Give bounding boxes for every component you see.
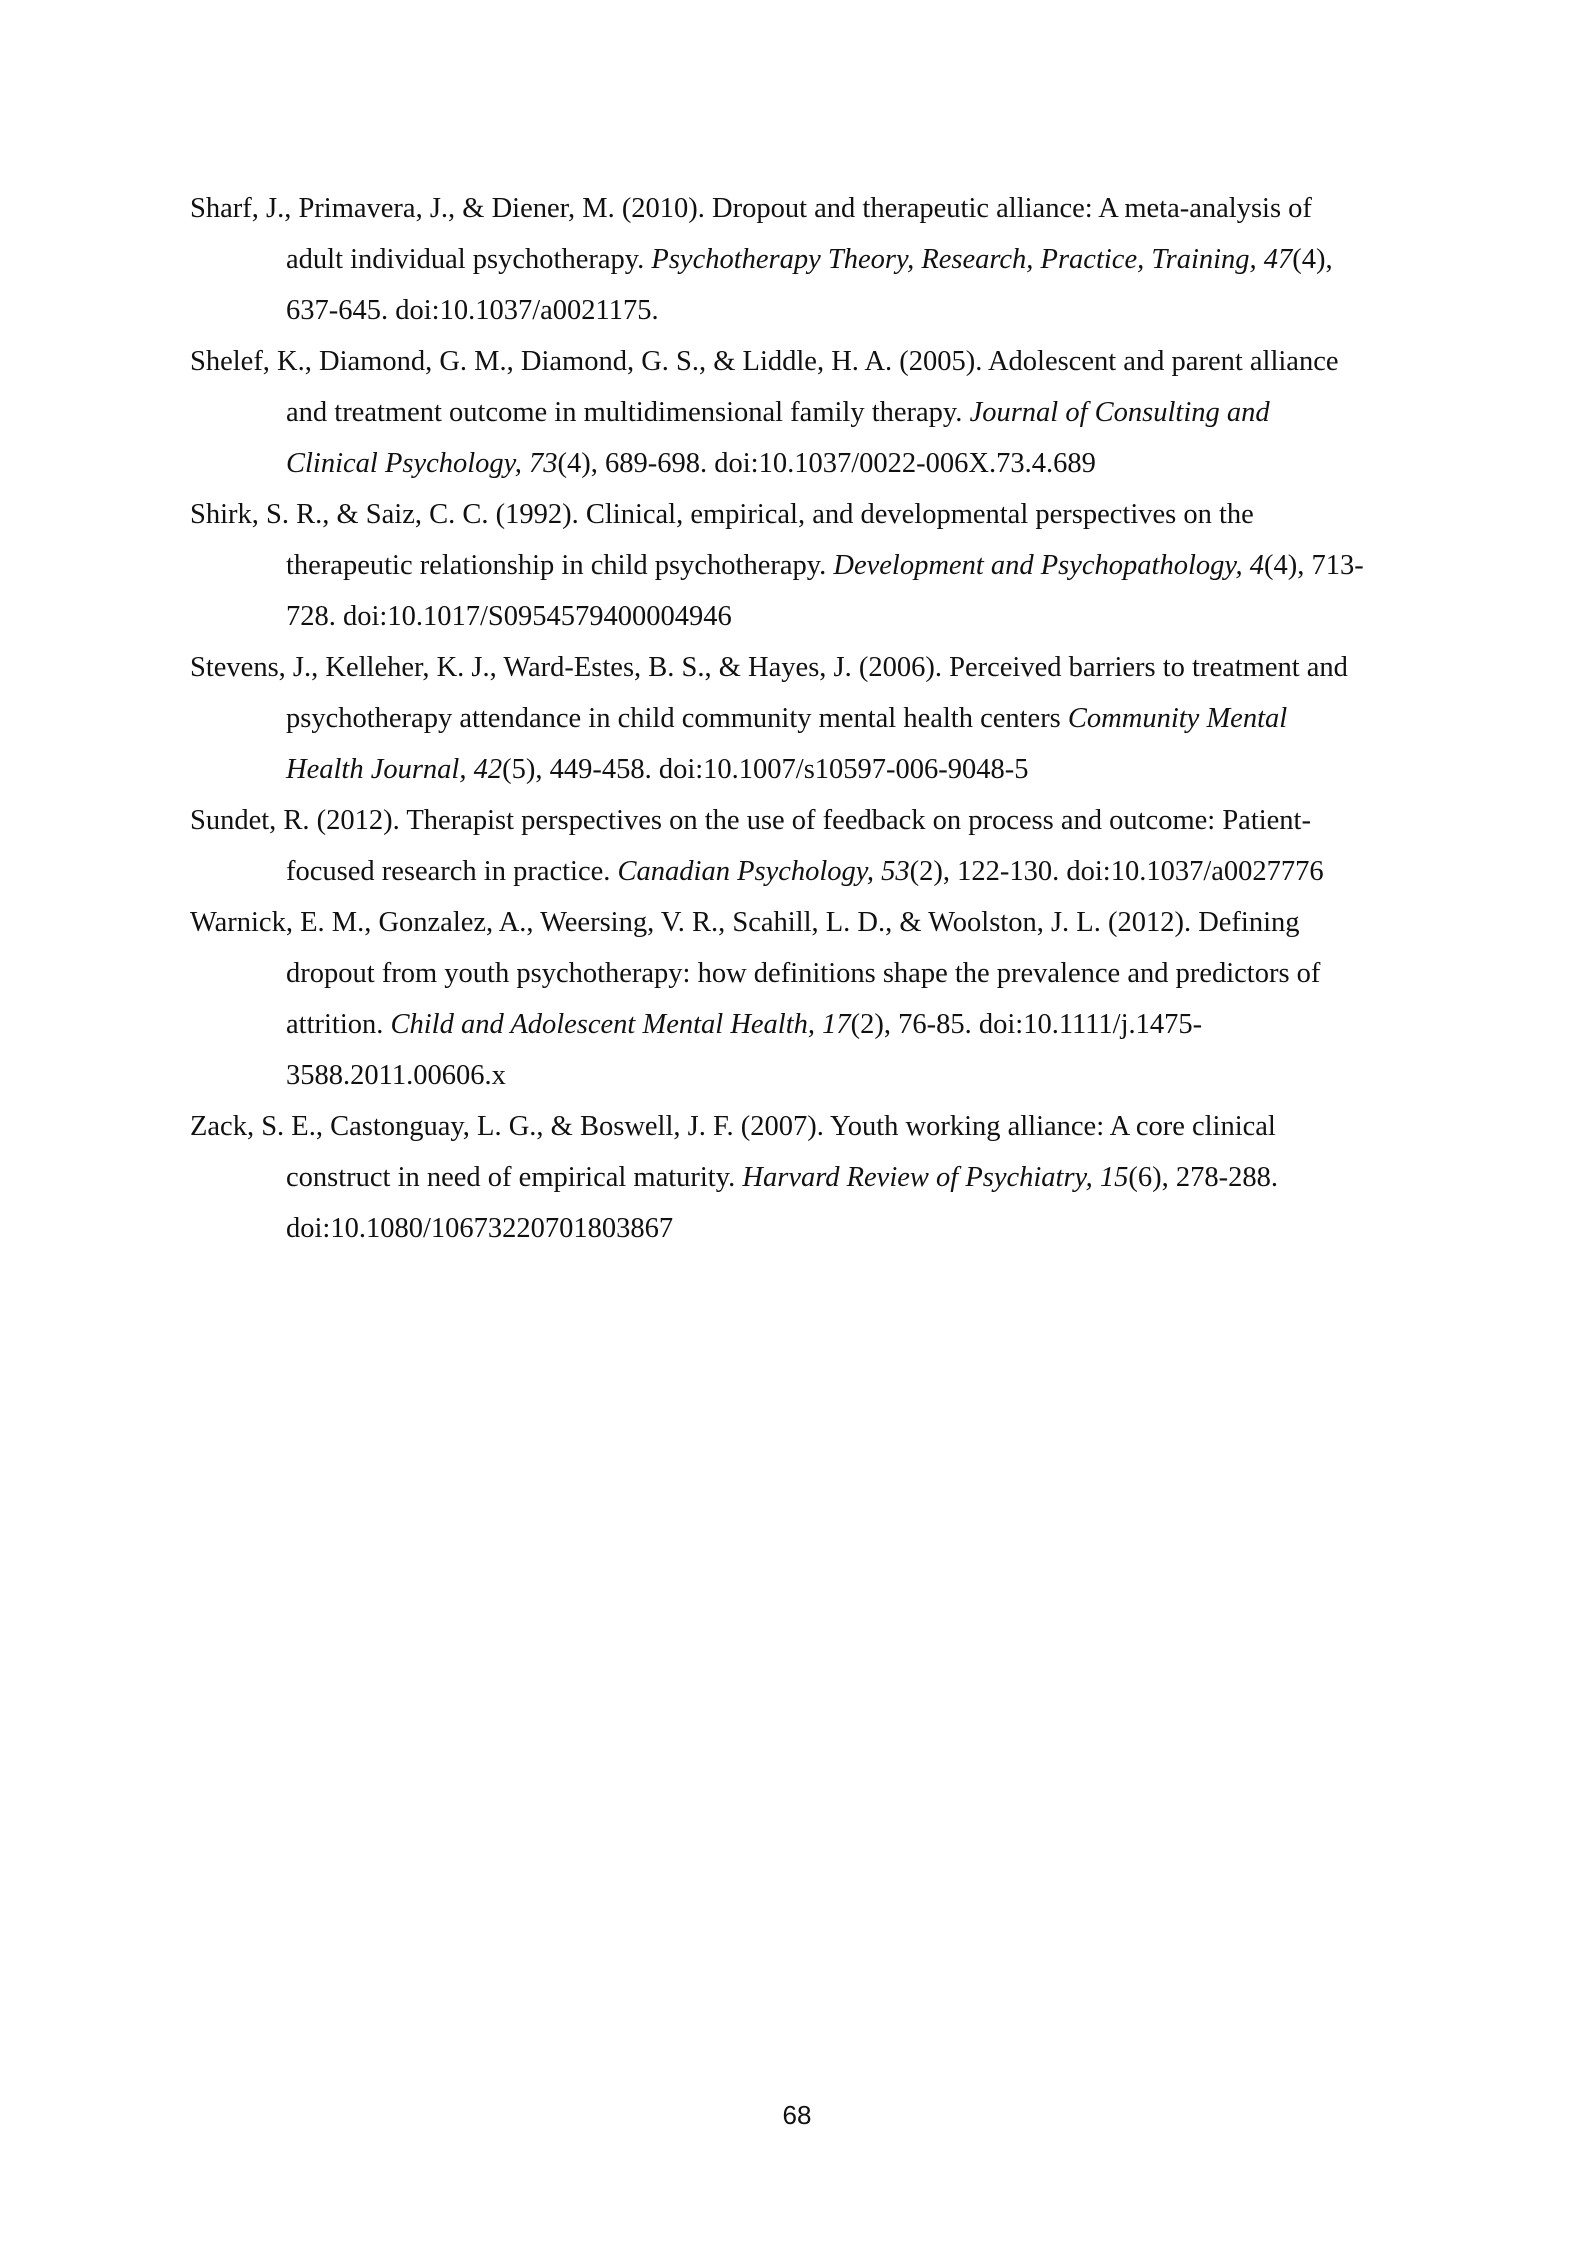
reference-text: attrition. <box>286 1009 391 1040</box>
reference-text: Shirk, S. R., & Saiz, C. C. (1992). Clinical, empirical, and developmental perspectives on the <box>190 499 1254 530</box>
reference-text: (4), <box>1292 244 1333 275</box>
reference-source-title: Journal of Consulting and <box>969 397 1270 428</box>
reference-entry <box>190 183 1420 336</box>
reference-source-title: Child and Adolescent Mental Health, 17 <box>390 1009 851 1040</box>
reference-text: (5), 449-458. doi:10.1007/s10597-006-9048-5 <box>502 754 1029 785</box>
reference-text: (6), 278-288. <box>1128 1162 1278 1193</box>
reference-text: (2), 122-130. doi:10.1037/a0027776 <box>909 856 1324 887</box>
reference-text: (4), 713- <box>1263 550 1364 581</box>
reference-source-title: Clinical Psychology, 73 <box>286 448 558 479</box>
reference-text: 3588.2011.00606.x <box>286 1060 506 1091</box>
reference-text: therapeutic relationship in child psychotherapy. <box>286 550 834 581</box>
reference-text: Sharf, J., Primavera, J., & Diener, M. (2010). Dropout and therapeutic alliance: A meta-analysis of <box>190 193 1312 224</box>
reference-source-title: Psychotherapy Theory, Research, Practice, Training, 47 <box>651 244 1293 275</box>
reference-text: adult individual psychotherapy. <box>286 244 652 275</box>
reference-source-title: Harvard Review of Psychiatry, 15 <box>742 1162 1129 1193</box>
reference-text: construct in need of empirical maturity. <box>286 1162 743 1193</box>
reference-text: Zack, S. E., Castonguay, L. G., & Boswell, J. F. (2007). Youth working alliance: A core clinical <box>190 1111 1276 1142</box>
reference-text: and treatment outcome in multidimensional family therapy. <box>286 397 970 428</box>
reference-text: Sundet, R. (2012). Therapist perspectives on the use of feedback on process and outcome: Patient- <box>190 805 1311 836</box>
reference-text: psychotherapy attendance in child community mental health centers <box>286 703 1068 734</box>
reference-text: Stevens, J., Kelleher, K. J., Ward-Estes, B. S., & Hayes, J. (2006). Perceived barriers to treatment and <box>190 652 1348 683</box>
reference-source-title: Community Mental <box>1067 703 1288 734</box>
reference-text: (2), 76-85. doi:10.1111/j.1475- <box>850 1009 1203 1040</box>
reference-text: Shelef, K., Diamond, G. M., Diamond, G. S., & Liddle, H. A. (2005). Adolescent and parent alliance <box>190 346 1339 377</box>
reference-text: 637-645. doi:10.1037/a0021175. <box>286 295 659 326</box>
reference-entry <box>190 336 1420 489</box>
reference-entry <box>190 489 1420 642</box>
reference-text: Warnick, E. M., Gonzalez, A., Weersing, V. R., Scahill, L. D., & Woolston, J. L. (2012). Defining <box>190 907 1300 938</box>
reference-source-title: Development and Psychopathology, 4 <box>833 550 1264 581</box>
reference-entry <box>190 897 1420 1101</box>
reference-text: dropout from youth psychotherapy: how definitions shape the prevalence and predictors of <box>286 958 1321 989</box>
reference-entry <box>190 642 1420 795</box>
reference-source-title: Health Journal, 42 <box>286 754 503 785</box>
reference-source-title: Canadian Psychology, 53 <box>617 856 910 887</box>
reference-entry <box>190 1101 1420 1254</box>
reference-entry <box>190 795 1420 897</box>
reference-text: 728. doi:10.1017/S0954579400004946 <box>286 601 732 632</box>
reference-text: focused research in practice. <box>286 856 618 887</box>
reference-list <box>190 183 1420 1254</box>
reference-text: (4), 689-698. doi:10.1037/0022-006X.73.4.689 <box>557 448 1096 479</box>
page-number: 68 <box>782 2100 812 2130</box>
reference-text: doi:10.1080/10673220701803867 <box>286 1213 674 1244</box>
